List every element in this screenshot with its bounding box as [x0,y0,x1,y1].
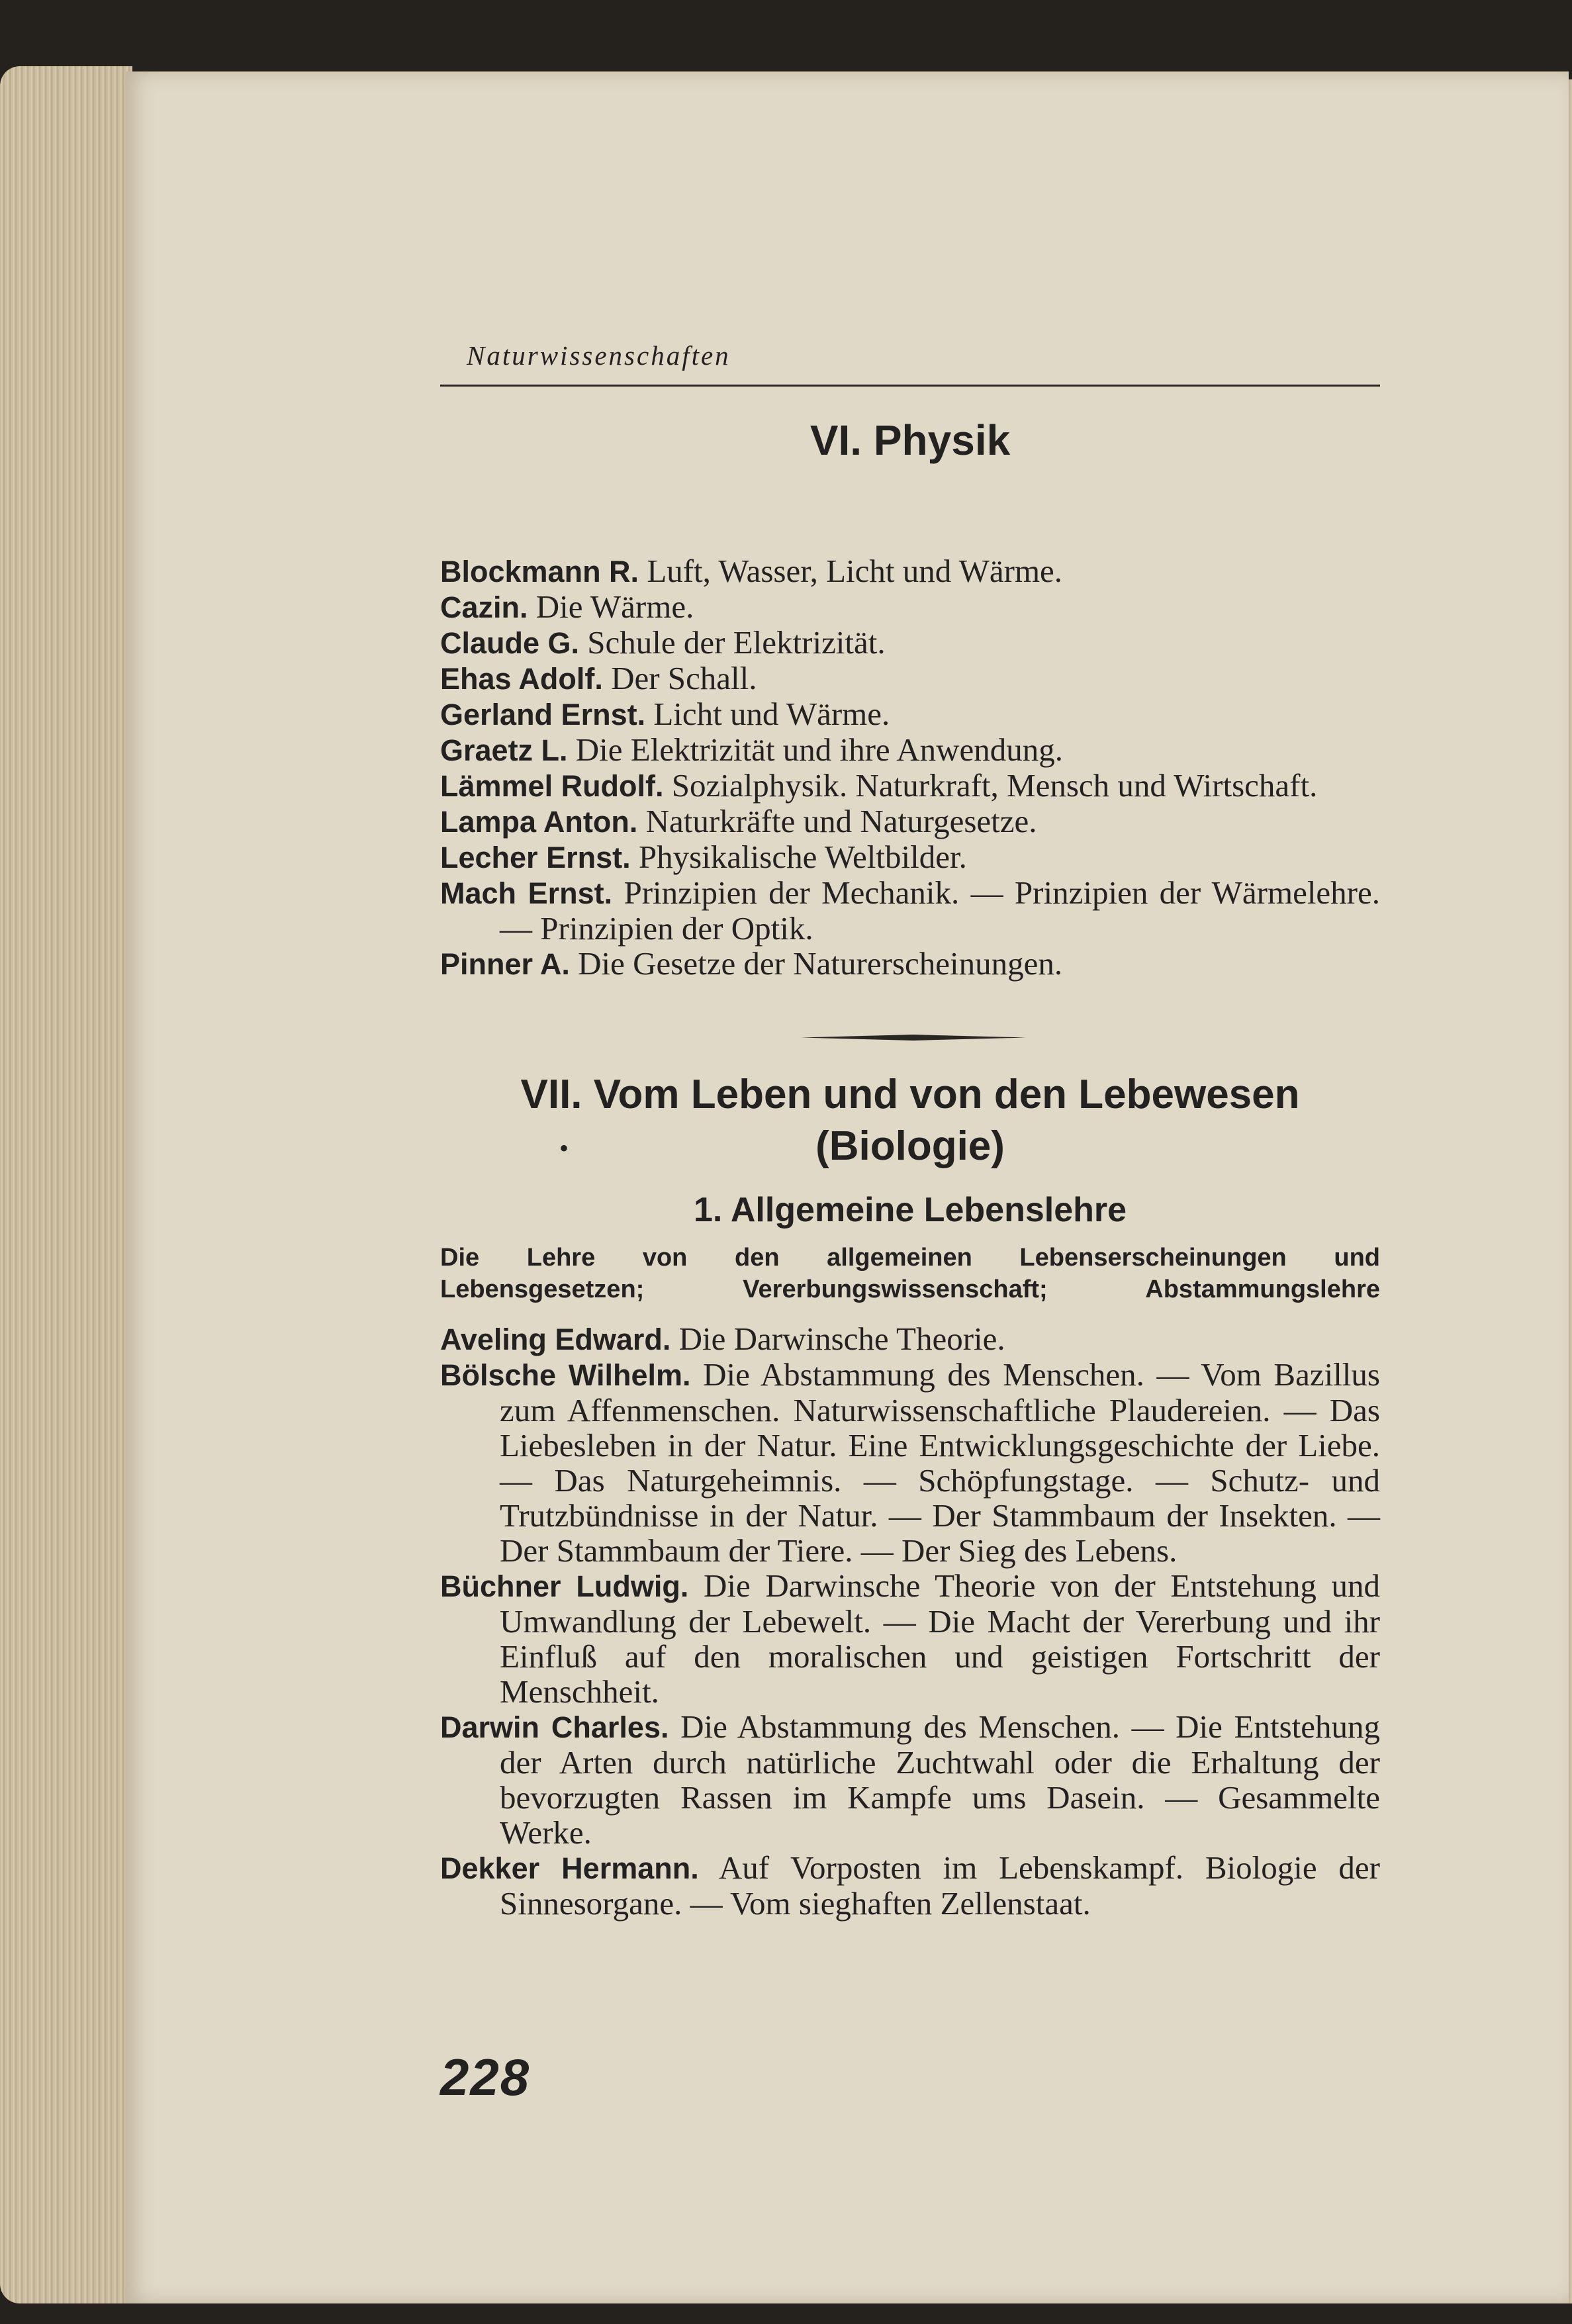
entry-titles: Physikalische Weltbilder. [638,839,967,875]
entry-titles: Die Elektrizität und ihre Anwendung. [575,731,1063,768]
entry-titles: Die Darwinsche Theorie. [678,1321,1005,1357]
entry-author: Büchner Ludwig. [440,1569,689,1603]
entry-author: Pinner A. [440,947,570,981]
bibliography-entry [440,839,1380,875]
header-rule [440,385,1380,387]
entry-titles: Die Darwinsche Theorie von der Entstehung und Umwandlung der Lebewelt. — Die Macht der Vererbung und ihr Einfluß auf den moralischen und geistigen Fortschritt der Menschheit. [500,1567,1380,1710]
entry-author: Lampa Anton. [440,805,638,839]
entry-author: Cazin. [440,590,528,624]
page-number: 228 [440,2048,531,2106]
entry-titles: Der Schall. [611,660,757,696]
bibliography-entry [440,1709,1380,1850]
bibliography-entry [440,768,1380,804]
bibliography-entry [440,696,1380,732]
entry-titles: Die Abstammung des Menschen. — Vom Bazillus zum Affenmenschen. Naturwissenschaftliche Plaudereien. — Das Liebesleben in der Natur. Eine Entwicklungsgeschichte der Liebe. — Das Naturgeheimnis. — Schöpfungstage. — Schutz- und Trutzbündnisse in der Natur. — Der Stammbaum der Insekten. — Der Stammbaum der Tiere. — Der Sieg des Lebens. [500,1356,1380,1569]
bibliography-entry [440,875,1380,946]
bibliography-entry [440,553,1380,589]
bibliography-entry [440,1850,1380,1921]
section-vi-title: VI. Physik [809,416,1011,464]
entry-titles: Die Wärme. [535,588,694,625]
entry-titles: Prinzipien der Mechanik. — Prinzipien der Wärmelehre. — Prinzipien der Optik. [500,874,1380,947]
entry-titles: Luft, Wasser, Licht und Wärme. [647,553,1063,589]
bibliography-entry [440,625,1380,661]
entry-author: Mach Ernst. [440,876,613,910]
entry-titles: Die Abstammung des Menschen. — Die Entstehung der Arten durch natürliche Zuchtwahl oder die Erhaltung der bevorzugten Rassen im Kampfe ums Dasein. — Gesammelte Werke. [500,1708,1381,1851]
entry-titles: Schule der Elektrizität. [587,624,886,661]
entry-author: Blockmann R. [440,555,639,588]
section-vi-entries [440,553,1380,982]
entry-author: Claude G. [440,626,580,660]
entry-titles: Die Gesetze der Naturerscheinungen. [578,945,1063,982]
stray-bullet-mark: • [559,1133,569,1163]
bibliography-entry [440,804,1380,839]
description-line: Lebensgesetzen; Vererbungswissenschaft; Abstammungslehre [440,1276,1380,1303]
description-line: Die Lehre von den allgemeinen Lebenserscheinungen und [440,1244,1380,1272]
entry-titles: Sozialphysik. Naturkraft, Mensch und Wirtschaft. [671,767,1318,804]
running-head: Naturwissenschaften [467,340,731,371]
subsection-title: 1. Allgemeine Lebenslehre [693,1191,1127,1229]
book-fore-edge [0,66,132,2303]
entry-author: Dekker Hermann. [440,1851,699,1885]
entry-titles: Naturkräfte und Naturgesetze. [645,803,1037,839]
entry-author: Gerland Ernst. [440,698,646,731]
bibliography-entry [440,946,1380,982]
entry-author: Darwin Charles. [440,1710,669,1744]
section-divider-ornament [801,1035,1026,1041]
entry-author: Bölsche Wilhelm. [440,1358,691,1392]
entry-author: Lämmel Rudolf. [440,769,664,803]
subsection-description [440,1242,1380,1305]
section-vii-title: VII. Vom Leben und von den Lebewesen [520,1072,1300,1117]
entry-titles: Auf Vorposten im Lebenskampf. Biologie der Sinnesorgane. — Vom sieghaften Zellenstaat. [500,1849,1380,1922]
bibliography-entry [440,1568,1380,1709]
bibliography-entry [440,661,1380,696]
bibliography-entry [440,1357,1380,1568]
entry-author: Ehas Adolf. [440,662,603,696]
bibliography-entry [440,589,1380,625]
section-vii-entries [440,1321,1380,1921]
bibliography-entry [440,732,1380,768]
entry-author: Graetz L. [440,733,568,767]
entry-author: Aveling Edward. [440,1323,671,1356]
bibliography-entry [440,1321,1380,1357]
entry-author: Lecher Ernst. [440,841,631,874]
entry-titles: Licht und Wärme. [653,696,890,732]
section-vii-subtitle: (Biologie) [815,1123,1005,1169]
book-page [126,71,1569,2303]
